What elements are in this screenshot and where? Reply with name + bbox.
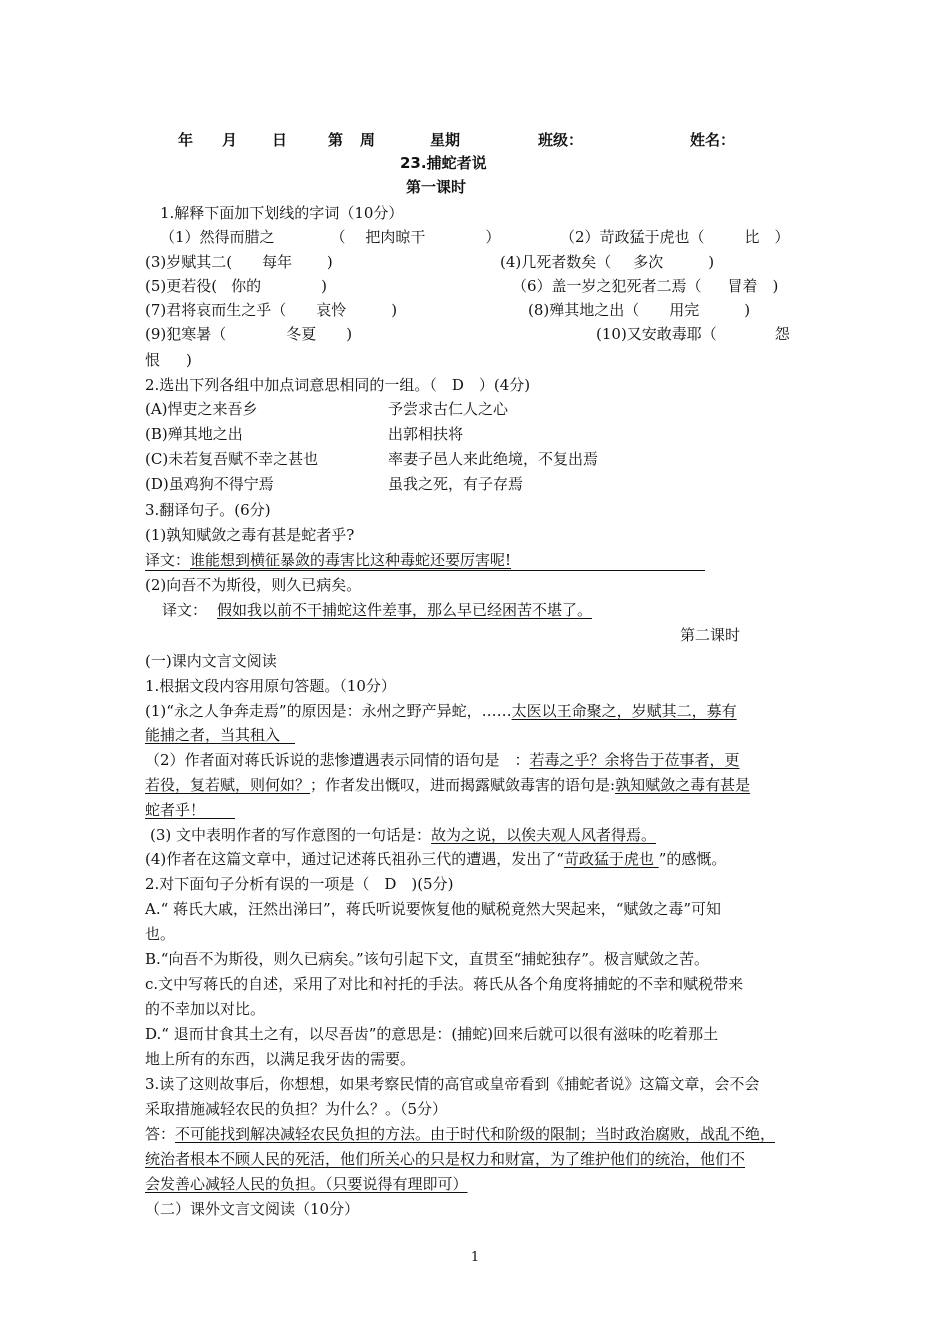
- part1-q1-4-answer: 苛政猛于虎也: [563, 850, 654, 868]
- header-week-suffix: 周: [360, 131, 376, 149]
- header-class: 班级：: [538, 131, 584, 149]
- part1-q1-2-line3: [145, 800, 235, 820]
- q1-item-3: [145, 252, 333, 272]
- part1-q1-2-prompt2: ；作者发出慨叹，进而揭露赋敛毒害的语句是:: [310, 776, 616, 794]
- part1-q1-2-line2: [145, 775, 750, 795]
- part1-q3-line2: 采取措施减轻农民的负担？为什么？。（5分）: [145, 1100, 448, 1118]
- q1-item-2-question: （2）苛政猛于虎也（: [560, 228, 705, 246]
- page-title: 23.捕蛇者说: [400, 154, 487, 172]
- q3-translation-2-text: 假如我以前不干捕蛇这件差事，那么早已经困苦不堪了。: [217, 601, 593, 619]
- part1-q2-option-c-cont: 的不幸加以对比。: [145, 1000, 266, 1018]
- part1-q1-4-prompt: (4)作者在这篇文章中，通过记述蒋氏祖孙三代的遭遇，发出了“: [145, 850, 564, 868]
- q2-option-d-left: (D)虽鸡狗不得宁焉: [145, 475, 274, 493]
- q1-item-5-answer: 你的 ): [231, 277, 327, 295]
- part1-q1-3: [150, 825, 656, 845]
- lesson1-title: 第一课时: [406, 178, 467, 196]
- part1-q3-answer-text-3: 会发善心减轻人民的负担。（只要说得有理即可）: [145, 1175, 468, 1193]
- q3-sentence-1: (1)孰知赋敛之毒有甚是蛇者乎?: [145, 526, 355, 544]
- part1-q2-option-b: B.“向吾不为斯役，则久已病矣。”该句引起下文，直贯至“捕蛇独存”。极言赋敛之苦。: [145, 950, 709, 968]
- part1-q3-answer-text: 不可能找到解决减轻农民负担的方法。由于时代和阶级的限制；当时政治腐败，战乱不绝，: [175, 1125, 776, 1143]
- lesson2-title: 第二课时: [680, 626, 741, 644]
- q1-item-7: [145, 300, 397, 320]
- q1-item-8: [528, 300, 750, 320]
- part1-q1-1-answer: 太医以王命聚之，岁赋其二，募有: [511, 702, 737, 720]
- part1-q1-1-answer-cont: 能捕之者，当其租入: [145, 726, 281, 744]
- part1-q1-2-line1: [145, 750, 740, 770]
- part1-q3-answer-text-2: 统治者根本不顾人民的死活，他们所关心的只是权力和财富，为了维护他们的统治，他们不: [145, 1150, 746, 1168]
- part1-q2-option-a-cont: 也。: [145, 925, 176, 943]
- q2-option-b-right: 出郭相扶将: [388, 425, 464, 443]
- q3-translation-2: [162, 600, 592, 620]
- page-number: 1: [470, 1250, 480, 1265]
- q3-translation-1-text: 谁能想到横征暴敛的毒害比这种毒蛇还要厉害呢!: [190, 551, 512, 569]
- part1-q3-answer-line1: [145, 1124, 775, 1144]
- q1-item-1-answer: （ 把肉晾干 ）: [330, 228, 501, 246]
- header-month: 月: [222, 131, 238, 149]
- part1-q2-heading: 2.对下面句子分析有误的一项是（ D )(5分): [145, 875, 454, 893]
- header-name: 姓名：: [690, 131, 736, 149]
- q2-option-b-left: (B)殚其地之出: [145, 425, 243, 443]
- part1-q1-4-suffix: ”的感慨。: [658, 850, 727, 868]
- header-day: 日: [272, 131, 288, 149]
- part1-q1-4: [145, 849, 726, 869]
- q1-item-8-question: (8)殚其地之出（: [528, 301, 640, 319]
- q1-item-8-answer: 用完 ): [669, 301, 751, 319]
- part1-q1-1-line2: [145, 725, 295, 745]
- header-year: 年: [178, 131, 194, 149]
- q1-item-9-answer: 冬夏 ): [286, 325, 353, 343]
- q1-item-4-answer: 多次 ): [633, 253, 715, 271]
- part1-q1-2-answer: 若毒之乎？余将告于莅事者，更: [529, 751, 740, 769]
- q1-item-7-question: (7)君将哀而生之乎（: [145, 301, 287, 319]
- header-weekday: 星期: [430, 131, 461, 149]
- part1-q1-3-prompt: (3) 文中表明作者的写作意图的一句话是：: [150, 826, 432, 844]
- part2-heading: （二）课外文言文阅读（10分）: [145, 1200, 360, 1218]
- part1-q2-option-a: A.“ 蒋氏大戚，汪然出涕曰”，蒋氏听说要恢复他的赋税竟然大哭起来，“赋敛之毒”可知: [145, 900, 722, 918]
- part1-q3-line1: 3.读了这则故事后，你想想，如果考察民情的高官或皇帝看到《捕蛇者说》这篇文章，会不会: [145, 1075, 760, 1093]
- q1-item-9: [145, 324, 352, 344]
- q1-item-9-question: (9)犯寒暑（: [145, 325, 227, 343]
- q1-item-1: [160, 227, 500, 247]
- q1-item-10-answer: 怨: [774, 325, 790, 343]
- part1-q1-2-answer-cont: 若役，复若赋，则何如？: [145, 776, 311, 794]
- q2-option-a-right: 予尝求古仁人之心: [388, 400, 509, 418]
- part1-q1-heading: 1.根据文段内容用原句答题。（10分）: [145, 677, 396, 695]
- q3-translation-2-label: 译文：: [162, 601, 208, 619]
- q2-heading: 2.选出下列各组中加点词意思相同的一组。（ D ）(4分): [145, 376, 531, 394]
- q3-sentence-2: (2)向吾不为斯役，则久已病矣。: [145, 576, 362, 594]
- q1-item-6: [512, 276, 778, 296]
- q2-option-d-right: 虽我之死，有子存焉: [388, 475, 524, 493]
- q1-item-1-question: （1）然得而腊之: [160, 228, 275, 246]
- q1-item-10-cont-answer: ): [186, 351, 192, 369]
- part1-q3-answer-line2: [145, 1149, 745, 1169]
- q1-item-6-answer: 冒着 ): [727, 277, 779, 295]
- part1-q1-2-prompt: （2）作者面对蒋氏诉说的悲惨遭遇表示同情的语句是 ：: [145, 751, 530, 769]
- q1-item-2: [560, 227, 790, 247]
- header-week-prefix: 第: [328, 131, 344, 149]
- part1-q3-answer-line3: [145, 1174, 468, 1194]
- part1-q3-answer-label: 答：: [145, 1125, 176, 1143]
- q1-item-6-question: （6）盖一岁之犯死者二焉（: [512, 277, 702, 295]
- part1-q2-option-d-cont: 地上所有的东西，以满足我牙齿的需要。: [145, 1050, 416, 1068]
- part1-q1-1-prompt: (1)“永之人争奔走焉”的原因是：永州之野产异蛇，……: [145, 702, 512, 720]
- q2-option-a-left: (A)悍吏之来吾乡: [145, 400, 258, 418]
- q2-option-c-right: 率妻子邑人来此绝境，不复出焉: [388, 450, 599, 468]
- q1-item-7-answer: 哀怜 ): [316, 301, 398, 319]
- q1-item-5: [145, 276, 327, 296]
- q3-heading: 3.翻译句子。(6分): [145, 501, 271, 519]
- q1-item-2-answer: 比 ）: [744, 228, 790, 246]
- part1-q1-3-answer: 故为之说，以俟夫观人风者得焉。: [431, 826, 657, 844]
- q2-option-c-left: (C)未若复吾赋不幸之甚也: [145, 450, 319, 468]
- q1-item-10-cont-question: 恨: [145, 351, 161, 369]
- q1-item-3-answer: 每年 ): [262, 253, 333, 271]
- part1-q2-option-d: D.“ 退而甘食其土之有，以尽吾齿”的意思是：(捕蛇)回来后就可以很有滋味的吃着那土: [145, 1025, 719, 1043]
- q1-item-10-cont: [145, 350, 192, 370]
- q3-translation-1: [145, 550, 705, 571]
- q1-item-4-question: (4)几死者数矣（: [500, 253, 612, 271]
- part1-q1-2-answer2-cont: 蛇者乎！: [145, 801, 206, 819]
- part1-q1-2-answer2: 孰知赋敛之毒有甚是: [615, 776, 751, 794]
- q1-heading: 1.解释下面加下划线的字词（10分）: [160, 204, 404, 222]
- part1-heading: (一)课内文言文阅读: [145, 652, 277, 670]
- q3-translation-1-label: 译文：: [145, 551, 191, 569]
- q1-item-3-question: (3)岁赋其二(: [145, 253, 233, 271]
- q1-item-10: [596, 324, 790, 344]
- q1-item-10-question: (10)又安敢毒耶（: [596, 325, 717, 343]
- q1-item-5-question: (5)更若役(: [145, 277, 218, 295]
- part1-q1-1-line1: [145, 701, 737, 721]
- part1-q2-option-c: c.文中写蒋氏的自述，采用了对比和衬托的手法。蒋氏从各个角度将捕蛇的不幸和赋税带来: [145, 975, 744, 993]
- q1-item-4: [500, 252, 714, 272]
